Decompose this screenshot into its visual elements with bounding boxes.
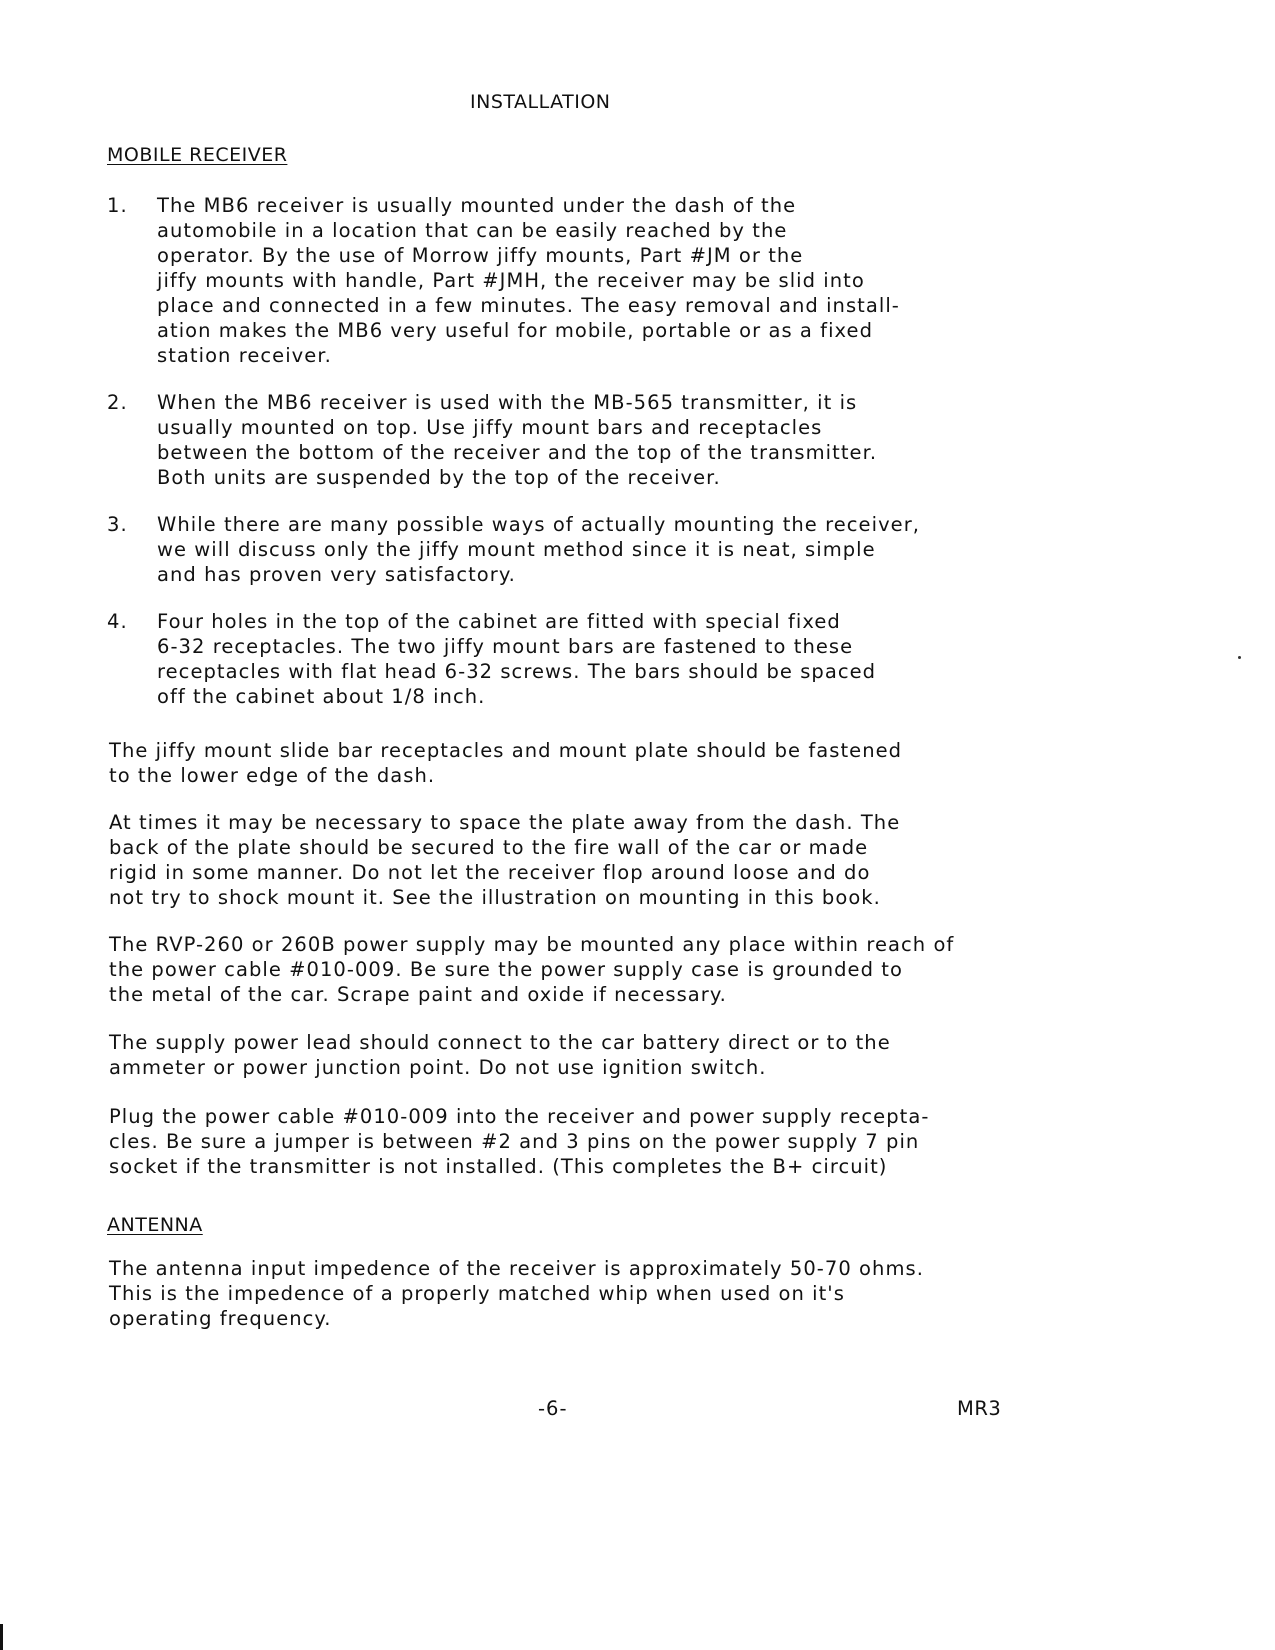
- section-heading-antenna: ANTENNA: [107, 1214, 203, 1236]
- text-line: When the MB6 receiver is used with the MB-565 transmitter, it is: [157, 391, 858, 414]
- text-line: ammeter or power junction point. Do not use ignition switch.: [109, 1056, 767, 1079]
- text-line: ation makes the MB6 very useful for mobile, portable or as a fixed: [157, 319, 874, 342]
- list-number: 2.: [107, 391, 128, 414]
- text-line: The jiffy mount slide bar receptacles and mount plate should be fastened: [109, 739, 903, 762]
- list-item: [107, 193, 1067, 368]
- text-line: receptacles with flat head 6-32 screws. The bars should be spaced: [157, 660, 877, 683]
- text-line: 6-32 receptacles. The two jiffy mount bars are fastened to these: [157, 635, 854, 658]
- text-line: The supply power lead should connect to the car battery direct or to the: [109, 1031, 891, 1054]
- list-item: [107, 609, 1067, 709]
- section-heading-mobile-receiver: MOBILE RECEIVER: [107, 144, 288, 166]
- list-number: 3.: [107, 513, 128, 536]
- text-line: rigid in some manner. Do not let the receiver flop around loose and do: [109, 861, 871, 884]
- text-line: The RVP-260 or 260B power supply may be mounted any place within reach of: [109, 933, 955, 956]
- text-line: place and connected in a few minutes. The easy removal and install-: [157, 294, 900, 317]
- paragraph-power-cable: [109, 1104, 929, 1179]
- text-line: While there are many possible ways of actually mounting the receiver,: [157, 513, 921, 536]
- text-line: This is the impedence of a properly matched whip when used on it's: [109, 1282, 845, 1305]
- text-line: socket if the transmitter is not installed. (This completes the B+ circuit): [109, 1155, 888, 1178]
- text-line: cles. Be sure a jumper is between #2 and 3 pins on the power supply 7 pin: [109, 1130, 920, 1153]
- text-line: we will discuss only the jiffy mount method since it is neat, simple: [157, 538, 876, 561]
- paragraph-slide-bar: [109, 738, 902, 788]
- page-number: -6-: [538, 1397, 568, 1420]
- text-line: the metal of the car. Scrape paint and oxide if necessary.: [109, 983, 727, 1006]
- text-line: The MB6 receiver is usually mounted under the dash of the: [157, 194, 797, 217]
- text-line: operating frequency.: [109, 1307, 332, 1330]
- paragraph-antenna: [109, 1256, 924, 1331]
- list-item: [107, 390, 1067, 490]
- text-line: jiffy mounts with handle, Part #JMH, the receiver may be slid into: [157, 269, 865, 292]
- text-line: back of the plate should be secured to the fire wall of the car or made: [109, 836, 869, 859]
- text-line: usually mounted on top. Use jiffy mount bars and receptacles: [157, 416, 823, 439]
- list-item: [107, 512, 1067, 587]
- paragraph-power-lead: [109, 1030, 891, 1080]
- text-line: to the lower edge of the dash.: [109, 764, 436, 787]
- page-title: INSTALLATION: [470, 91, 611, 113]
- paragraph-plate-spacing: [109, 810, 900, 910]
- paragraph-power-supply: [109, 932, 954, 1007]
- text-line: the power cable #010-009. Be sure the power supply case is grounded to: [109, 958, 903, 981]
- text-line: and has proven very satisfactory.: [157, 563, 516, 586]
- text-line: between the bottom of the receiver and the top of the transmitter.: [157, 441, 878, 464]
- numbered-list: [107, 193, 1067, 709]
- list-number: 1.: [107, 194, 128, 217]
- text-line: Four holes in the top of the cabinet are fitted with special fixed: [157, 610, 841, 633]
- text-line: The antenna input impedence of the receiver is approximately 50-70 ohms.: [109, 1257, 924, 1280]
- text-line: Both units are suspended by the top of the receiver.: [157, 466, 721, 489]
- scan-speck: [1238, 656, 1241, 659]
- list-number: 4.: [107, 610, 128, 633]
- scan-edge-mark: [0, 1624, 3, 1650]
- text-line: not try to shock mount it. See the illustration on mounting in this book.: [109, 886, 881, 909]
- document-code: MR3: [957, 1397, 1002, 1420]
- text-line: At times it may be necessary to space the plate away from the dash. The: [109, 811, 901, 834]
- text-line: station receiver.: [157, 344, 332, 367]
- text-line: Plug the power cable #010-009 into the receiver and power supply recepta-: [109, 1105, 930, 1128]
- text-line: automobile in a location that can be easily reached by the: [157, 219, 788, 242]
- text-line: operator. By the use of Morrow jiffy mounts, Part #JM or the: [157, 244, 804, 267]
- text-line: off the cabinet about 1/8 inch.: [157, 685, 486, 708]
